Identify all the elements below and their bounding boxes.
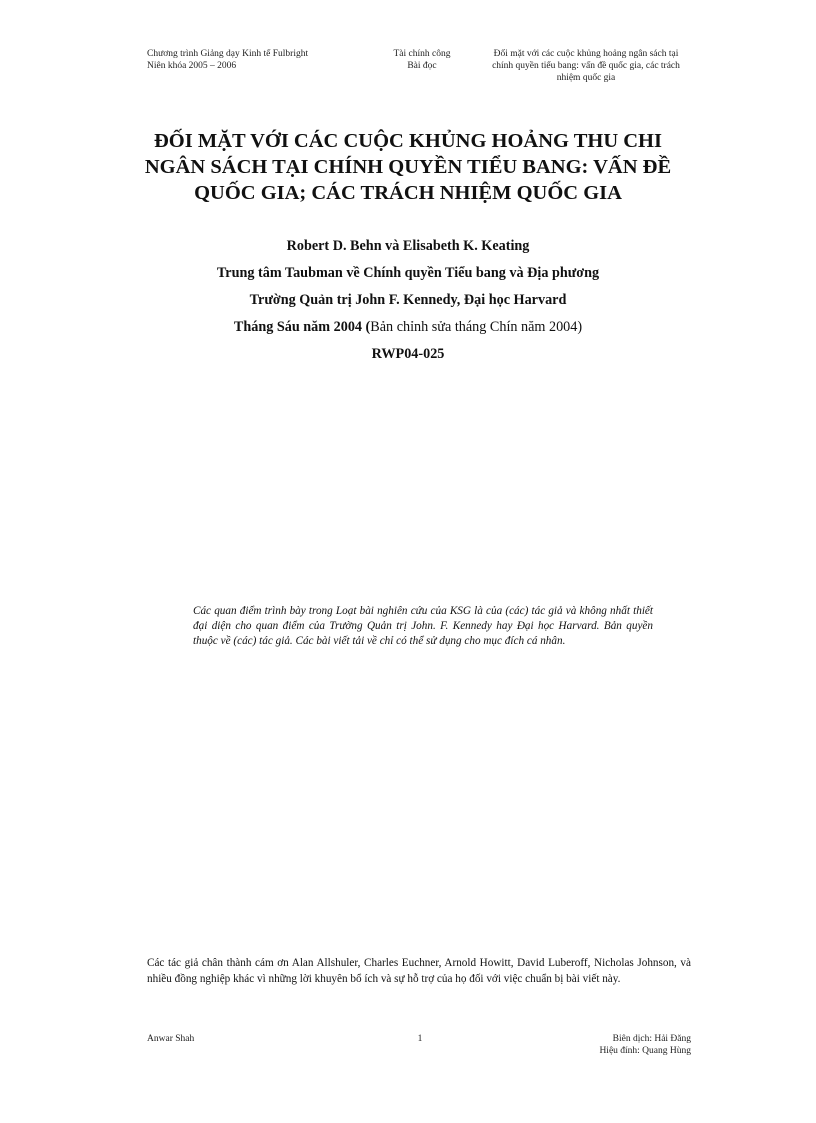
reading-label: Bài đọc bbox=[407, 61, 437, 71]
publication-date bbox=[120, 318, 696, 336]
acknowledgement: Các tác giả chân thành cám ơn Alan Allshuler, Charles Euchner, Arnold Howitt, David Luberoff, Nicholas Johnson, và nhiều đồng nghiệp khác vì những lời khuyên bổ ích và sự hỗ trợ của họ đối với việc chuẩn bị bài viết này. bbox=[147, 957, 691, 985]
paper-id: RWP04-025 bbox=[371, 346, 445, 362]
program-name: Chương trình Giảng dạy Kinh tế Fulbright bbox=[147, 49, 309, 59]
date-revision: Bản chỉnh sửa tháng Chín năm 2004) bbox=[370, 319, 583, 335]
academic-year: Niên khóa 2005 – 2006 bbox=[147, 61, 237, 71]
page-title bbox=[120, 128, 696, 206]
page-number: 1 bbox=[417, 1034, 423, 1044]
editor: Hiệu đính: Quang Hùng bbox=[599, 1046, 691, 1056]
footer-credits bbox=[520, 1033, 691, 1057]
header-doc-title-3: nhiệm quốc gia bbox=[556, 73, 616, 83]
header-left bbox=[147, 48, 308, 72]
affiliation-school: Trường Quản trị John F. Kennedy, Đại học Harvard bbox=[249, 292, 567, 308]
date-bold: Tháng Sáu năm 2004 ( bbox=[233, 319, 371, 335]
header-doc-title-2: chính quyền tiểu bang: vấn đề quốc gia, các trách bbox=[492, 61, 680, 71]
header-doc-title-1: Đối mặt với các cuộc khủng hoảng ngân sách tại bbox=[493, 49, 679, 59]
disclaimer: Các quan điểm trình bày trong Loạt bài nghiên cứu của KSG là của (các) tác giả và không nhất thiết đại diện cho quan điểm của Trường Quản trị John. F. Kennedy hay Đại học Harvard. Bản quyền thuộc về (các) tác giả. Các bài viết tải về chỉ có thể sử dụng cho mục đích cá nhân. bbox=[193, 605, 653, 647]
affiliation-center: Trung tâm Taubman về Chính quyền Tiểu bang và Địa phương bbox=[216, 265, 600, 281]
header-center bbox=[372, 48, 472, 72]
title-line: ĐỐI MẶT VỚI CÁC CUỘC KHỦNG HOẢNG THU CHI bbox=[154, 130, 662, 152]
title-line: NGÂN SÁCH TẠI CHÍNH QUYỀN TIỂU BANG: VẤN ĐỀ bbox=[144, 156, 672, 178]
translator: Biên dịch: Hải Đăng bbox=[612, 1034, 691, 1044]
authors: Robert D. Behn và Elisabeth K. Keating bbox=[286, 238, 530, 254]
title-line: QUỐC GIA; CÁC TRÁCH NHIỆM QUỐC GIA bbox=[194, 182, 622, 204]
course-name: Tài chính công bbox=[393, 49, 451, 59]
footer-author: Anwar Shah bbox=[147, 1034, 195, 1044]
header-right bbox=[476, 48, 696, 84]
